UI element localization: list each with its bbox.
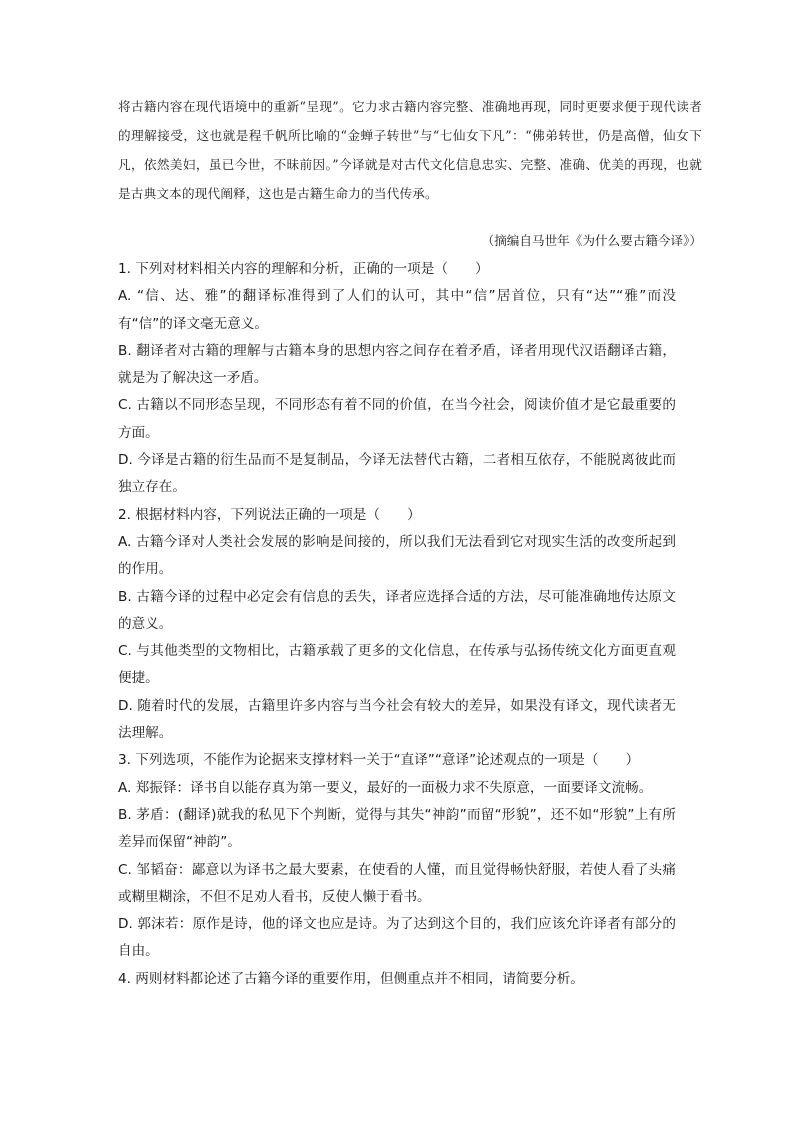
question-1-stem: 1. 下列对材料相关内容的理解和分析，正确的一项是（ ） bbox=[118, 261, 489, 277]
question-list bbox=[118, 256, 676, 993]
question-2-option-c: C. 与其他类型的文物相比，古籍承载了更多的文化信息，在传承与弘扬传统文化方面更直观便捷。 bbox=[118, 643, 676, 687]
question-1-option-d: D. 今译是古籍的衍生品而不是复制品，今译无法替代古籍，二者相互依存，不能脱离彼此而独立存在。 bbox=[118, 452, 676, 496]
question-2-option-d: D. 随着时代的发展，古籍里许多内容与当今社会有较大的差异，如果没有译文，现代读者无法理解。 bbox=[118, 697, 676, 742]
question-1-option-b: B. 翻译者对古籍的理解与古籍本身的思想内容之间存在着矛盾，译者用现代汉语翻译古籍，就是为了解决这一矛盾。 bbox=[118, 342, 676, 387]
question-1-option-a: A. “信、达、雅”的翻译标准得到了人们的认可，其中“信”居首位，只有“达”“雅”而没有“信”的译文毫无意义。 bbox=[118, 288, 676, 332]
question-3-stem: 3. 下列选项，不能作为论据来支撑材料一关于“直译”“意译”论述观点的一项是（ ） bbox=[118, 752, 640, 769]
question-4-stem: 4. 两则材料都论述了古籍今译的重要作用，但侧重点并不相同，请简要分析。 bbox=[118, 970, 584, 987]
question-3 bbox=[118, 747, 676, 965]
question-1 bbox=[118, 256, 676, 502]
question-2-option-a: A. 古籍今译对人类社会发展的影响是间接的，所以我们无法看到它对现实生活的改变所起到的作用。 bbox=[118, 533, 676, 578]
question-3-option-c: C. 邹韬奋：鄙意以为译书之最大要素，在使看的人懂，而且觉得畅快舒服，若使人看了头痛或糊里糊涂，不但不足劝人看书，反使人懒于看书。 bbox=[118, 861, 676, 905]
question-2-stem: 2. 根据材料内容，下列说法正确的一项是（ ） bbox=[118, 506, 421, 523]
question-3-option-d: D. 郭沫若：原作是诗，他的译文也应是诗。为了达到这个目的，我们应该允许译者有部分的自由。 bbox=[118, 916, 676, 960]
passage-source: （摘编自马世年《为什么要古籍今译》） bbox=[481, 233, 702, 248]
passage-paragraph: 将古籍内容在现代语境中的重新“呈现”。它力求古籍内容完整、准确地再现，同时更要求便于现代读者的理解接受，这也就是程千帆所比喻的“金蝉子转世”与“七仙女下凡”：“佛弟转世，仍是高僧，仙女下凡，依然美妇，虽已今世，不昧前因。”今译就是对古代文化信息忠实、完整、准确、优美的再现，也就是古典文本的现代阐释，这也是古籍生命力的当代传承。 bbox=[118, 99, 702, 201]
question-2 bbox=[118, 502, 676, 748]
question-4 bbox=[118, 966, 676, 993]
question-3-option-a: A. 郑振铎：译书自以能存真为第一要义，最好的一面极力求不失原意，一面要译文流畅。 bbox=[118, 779, 653, 796]
question-2-option-b: B. 古籍今译的过程中必定会有信息的丢失，译者应选择合适的方法，尽可能准确地传达原文的意义。 bbox=[118, 588, 676, 632]
question-1-option-c: C. 古籍以不同形态呈现，不同形态有着不同的价值，在当今社会，阅读价值才是它最重要的方面。 bbox=[118, 397, 676, 441]
question-3-option-b: B. 茅盾：(翻译)就我的私见下个判断，觉得与其失“神韵”而留“形貌”，还不如“形貌”上有所差异而保留“神韵”。 bbox=[118, 806, 676, 851]
excerpt-passage bbox=[118, 92, 702, 208]
